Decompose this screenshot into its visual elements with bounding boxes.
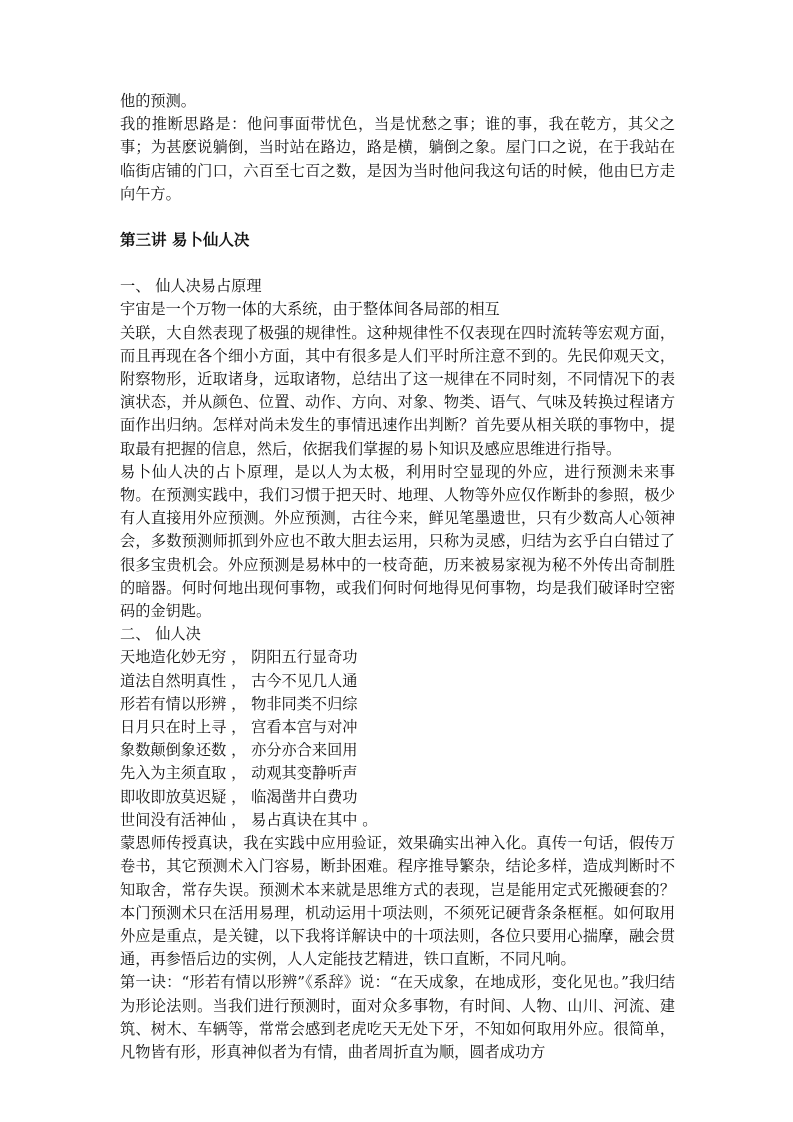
section-line: 宇宙是一个万物一体的大系统，由于整体间各局部的相互 — [120, 300, 500, 319]
chapter-title: 第三讲 易卜仙人决 — [120, 231, 250, 250]
verse-line: 日月只在时上寻 ， 宫看本宫与对冲 — [120, 718, 358, 737]
verse-block — [120, 646, 675, 832]
document-page — [120, 90, 675, 1064]
intro-paragraph: 他的预测。 — [120, 92, 196, 110]
body-paragraph: 蒙恩师传授真诀，我在实践中应用验证，效果确实出神入化。真传一句话，假传万卷书，其它预测术入门容易，断卦困难。程序推导繁杂，结论多样，造成判断时不知取舍，常存失误。预测术本来就是思维方式的表现，岂是能用定式死搬硬套的？本门预测术只在活用易理，机动运用十项法则，不须死记硬背条条框框。如何取用外应是重点，是关键，以下我将详解诀中的十项法则，各位只要用心揣摩，融会贯通，再参悟后边的实例，人人定能技艺精进，铁口直断，不同凡响。 — [120, 834, 675, 969]
verse-line: 象数颠倒象还数 ， 亦分亦合来回用 — [120, 741, 358, 760]
verse-line: 世间没有活神仙 ， 易占真诀在其中 。 — [120, 810, 378, 829]
verse-line: 天地造化妙无穷 ， 阴阳五行显奇功 — [120, 648, 358, 667]
verse-line: 先入为主须直取 ， 动观其变静听声 — [120, 764, 358, 783]
body-paragraph: 第一诀：“形若有情以形辨”《系辞》说：“在天成象，在地成形，变化见也。”我归结为形论法则。当我们进行预测时，面对众多事物，有时间、人物、山川、河流、建筑、树木、车辆等，常常会感到老虎吃天无处下牙，不知如何取用外应。很简单，凡物皆有形，形真神似者为有情，曲者周折直为顺，圆者成功方 — [120, 973, 675, 1061]
intro-paragraph: 我的推断思路是：他问事面带忧色，当是忧愁之事；谁的事，我在乾方，其父之事；为甚麽说躺倒，当时站在路边，路是横，躺倒之象。屋门口之说，在于我站在临街店铺的门口，六百至七百之数，是因为当时他问我这句话的时候，他由巳方走向午方。 — [120, 115, 675, 203]
verse-line: 形若有情以形辨 ， 物非同类不归综 — [120, 694, 358, 713]
section-heading: 一、 仙人决易占原理 — [120, 277, 262, 296]
verse-line: 道法自然明真性 ， 古今不见几人通 — [120, 671, 358, 690]
body-paragraph: 易卜仙人决的占卜原理，是以人为太极，利用时空显现的外应，进行预测未来事物。在预测实践中，我们习惯于把天时、地理、人物等外应仅作断卦的参照，极少有人直接用外应预测。外应预测，古往今来，鲜见笔墨遗世，只有少数高人心领神会，多数预测师抓到外应也不敢大胆去运用，只称为灵感，归结为玄乎白白错过了很多宝贵机会。外应预测是易林中的一枝奇葩，历来被易家视为秘不外传出奇制胜的暗器。何时何地出现何事物，或我们何时何地得见何事物，均是我们破译时空密码的金钥匙。 — [120, 462, 675, 621]
section-heading: 二、 仙人决 — [120, 625, 201, 644]
body-paragraph: 关联，大自然表现了极强的规律性。这种规律性不仅表现在四时流转等宏观方面，而且再现在各个细小方面，其中有很多是人们平时所注意不到的。先民仰观天文，附察物形，近取诸身，远取诸物，总结出了这一规律在不同时刻，不同情况下的表演状态，并从颜色、位置、动作、方向、对象、物类、语气、气味及转换过程诸方面作出归纳。怎样对尚未发生的事情迅速作出判断？首先要从相关联的事物中，提取最有把握的信息，然后，依据我们掌握的易卜知识及感应思维进行指导。 — [120, 323, 675, 458]
verse-line: 即收即放莫迟疑 ， 临渴凿井白费功 — [120, 787, 358, 806]
